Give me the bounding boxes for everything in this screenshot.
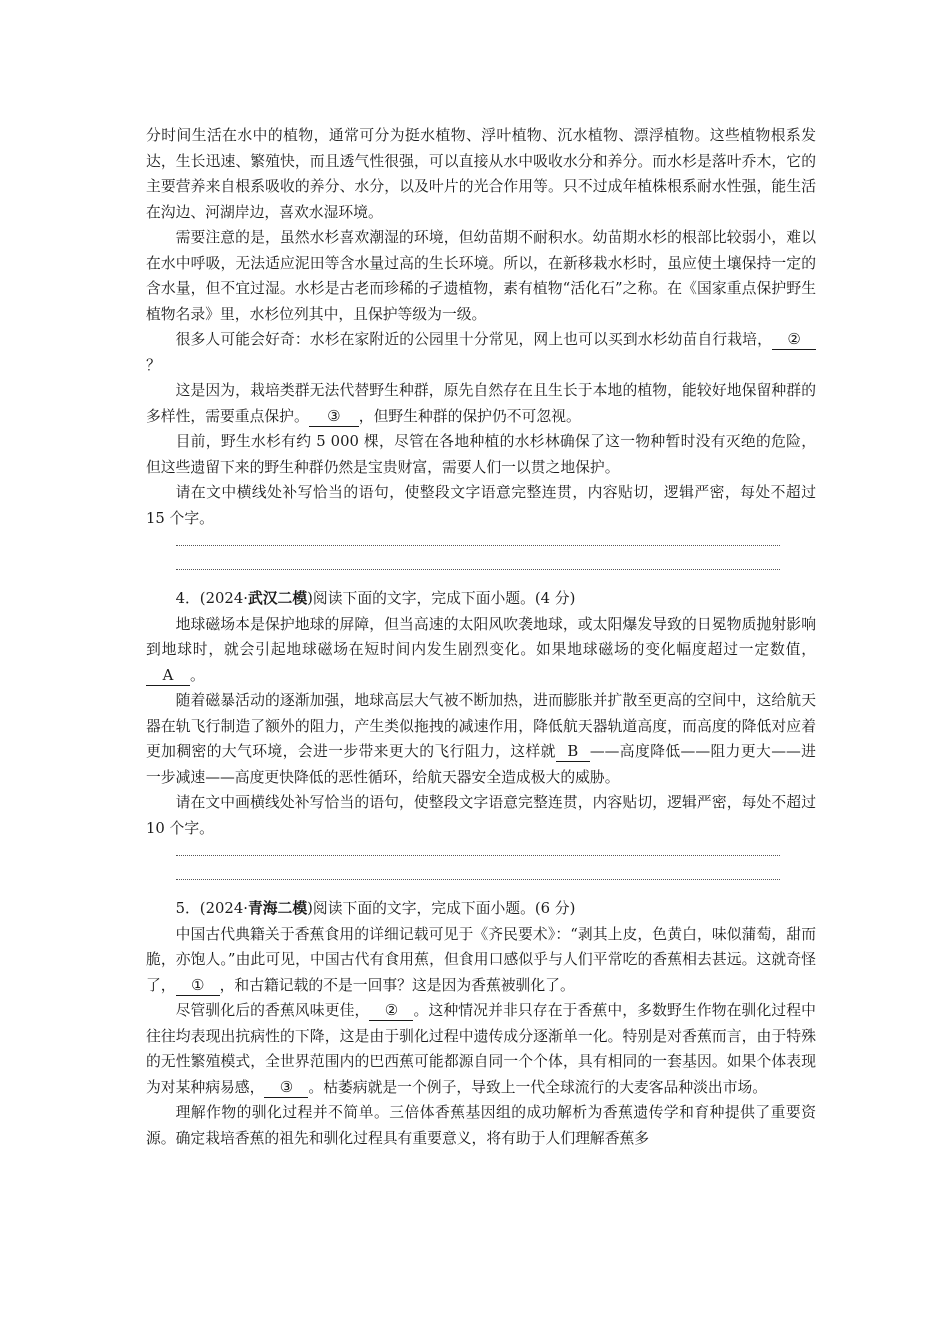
- q5-number: 5．(2024·: [175, 900, 248, 917]
- answer-line[interactable]: [176, 855, 780, 856]
- q5-p1-text-a: 中国古代典籍关于香蕉食用的详细记载可见于《齐民要术》：“剥其上皮，色黄白，味似蒲萄，甜而脆，亦饱人。”由此可见，中国古代有食用蕉，但食用口感似乎与人们平常吃的香蕉相去甚远。这就奇怪了，: [146, 925, 816, 994]
- q5-p2-text-b: 。这种情况并非只存在于香蕉中，多数野生作物在驯化过程中往往均表现出抗病性的下降，这是由于驯化过程中遗传成分逐渐单一化。特别是对香蕉而言，由于特殊的无性繁殖模式，全世界范围内的巴西蕉可能都源自同一个个体，具有相同的一套基因。如果个体表现为对某种病易感，: [146, 1002, 816, 1096]
- q4-source: 武汉二模: [247, 590, 308, 607]
- answer-line[interactable]: [176, 545, 780, 546]
- q4-paragraph-2: [146, 688, 816, 790]
- intro-p3-text-b: ？: [146, 356, 161, 374]
- blank-2[interactable]: ②: [772, 331, 816, 350]
- q4-number: 4．(2024·: [175, 590, 248, 607]
- intro-instruction: 请在文中横线处补写恰当的语句，使整段文字语意完整连贯，内容贴切，逻辑严密，每处不超过 15 个字。: [146, 484, 816, 527]
- intro-p4-text-b: ，但野生种群的保护仍不可忽视。: [358, 407, 581, 425]
- q4-p1-text-a: 地球磁场本是保护地球的屏障，但当高速的太阳风吹袭地球，或太阳爆发导致的日冕物质抛射影响到地球时，就会引起地球磁场在短时间内发生剧烈变化。如果地球磁场的变化幅度超过一定数值，: [146, 615, 816, 658]
- answer-line[interactable]: [176, 569, 780, 570]
- blank-3[interactable]: ③: [264, 1079, 308, 1098]
- answer-lines-q4[interactable]: [176, 855, 780, 880]
- q5-paragraph-2: [146, 998, 816, 1100]
- q5-p1-text-b: ，和古籍记载的不是一回事？这是因为香蕉被驯化了。: [219, 976, 575, 994]
- q4-p2-text-a: 随着磁暴活动的逐渐加强，地球高层大气被不断加热，进而膨胀并扩散至更高的空间中，这给航天器在轨飞行制造了额外的阻力，产生类似拖拽的减速作用，降低航天器轨道高度，而高度的降低对应着更加稠密的大气环境，会进一步带来更大的飞行阻力，这样就: [146, 692, 816, 760]
- q4-paragraph-1: [146, 612, 816, 689]
- answer-lines-q3[interactable]: [176, 545, 780, 570]
- q5-p2-text-a: 尽管驯化后的香蕉风味更佳，: [175, 1002, 370, 1019]
- blank-B[interactable]: B: [556, 743, 590, 762]
- q4-instruction: 请在文中画横线处补写恰当的语句，使整段文字语意完整连贯，内容贴切，逻辑严密，每处不超过 10 个字。: [146, 794, 816, 837]
- intro-p3-text-a: 很多人可能会好奇：水杉在家附近的公园里十分常见，网上也可以买到水杉幼苗自行栽培，: [175, 331, 772, 348]
- question-4-heading: [146, 586, 816, 612]
- intro-p4-text-a: 这是因为，栽培类群无法代替野生种群，原先自然存在且生长于本地的植物，能较好地保留种群的多样性，需要重点保护。: [146, 382, 816, 425]
- intro-paragraph-5: 目前，野生水杉有约 5 000 棵，尽管在各地种植的水杉林确保了这一物种暂时没有灭绝的危险，但这些遗留下来的野生种群仍然是宝贵财富，需要人们一以贯之地保护。: [146, 433, 816, 476]
- question-5-heading: [146, 896, 816, 922]
- intro-paragraph-1: 分时间生活在水中的植物，通常可分为挺水植物、浮叶植物、沉水植物、漂浮植物。这些植物根系发达，生长迅速、繁殖快，而且透气性很强，可以直接从水中吸收水分和养分。而水杉是落叶乔木，它的主要营养来自根系吸收的养分、水分，以及叶片的光合作用等。只不过成年植株根系耐水性强，能生活在沟边、河湖岸边，喜欢水湿环境。: [146, 127, 816, 221]
- q5-paragraph-3: 理解作物的驯化过程并不简单。三倍体香蕉基因组的成功解析为香蕉遗传学和育种提供了重要资源。确定栽培香蕉的祖先和驯化过程具有重要意义，将有助于人们理解香蕉多: [146, 1104, 816, 1147]
- answer-line[interactable]: [176, 879, 780, 880]
- blank-3[interactable]: ③: [309, 408, 359, 427]
- q4-p1-text-b: 。: [190, 666, 205, 684]
- intro-paragraph-4: [146, 378, 816, 429]
- blank-1[interactable]: ①: [176, 977, 220, 996]
- q4-p2-text-b: ——高度降低——阻力更大——进一步减速——高度更快降低的恶性循环，给航天器安全造成极大的威胁。: [146, 743, 816, 786]
- blank-2[interactable]: ②: [369, 1002, 413, 1021]
- q5-source: 青海二模: [247, 900, 308, 917]
- intro-paragraph-2: 需要注意的是，虽然水杉喜欢潮湿的环境，但幼苗期不耐积水。幼苗期水杉的根部比较弱小，难以在水中呼吸，无法适应泥田等含水量过高的生长环境。所以，在新移栽水杉时，虽应使土壤保持一定的含水量，但不宜过湿。水杉是古老而珍稀的孑遗植物，素有植物“活化石”之称。在《国家重点保护野生植物名录》里，水杉位列其中，且保护等级为一级。: [146, 229, 816, 323]
- document-page: [146, 123, 816, 1151]
- blank-A[interactable]: A: [146, 667, 190, 686]
- q5-heading-tail: )阅读下面的文字，完成下面小题。(6 分): [307, 900, 576, 917]
- intro-paragraph-3: [146, 327, 816, 378]
- q4-heading-tail: )阅读下面的文字，完成下面小题。(4 分): [307, 590, 576, 607]
- q5-p2-text-c: 。枯萎病就是一个例子，导致上一代全球流行的大麦客品种淡出市场。: [308, 1078, 768, 1096]
- q5-paragraph-1: [146, 922, 816, 999]
